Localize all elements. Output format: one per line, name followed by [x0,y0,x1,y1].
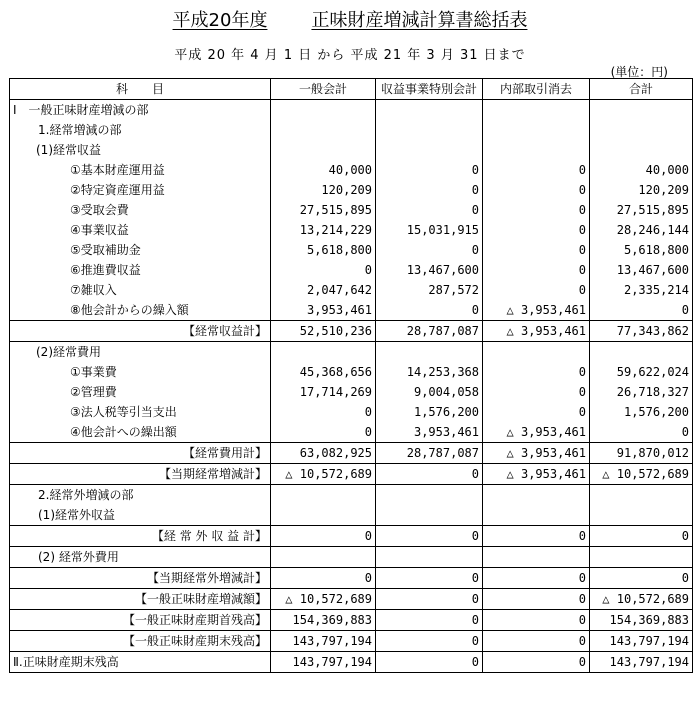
amount-cell [590,547,693,568]
amount-cell: 0 [483,568,590,589]
amount-cell: 0 [271,260,376,280]
amount-cell: 28,246,144 [590,220,693,240]
amount-cell: 13,214,229 [271,220,376,240]
table-row [10,140,693,160]
amount-cell: 13,467,600 [376,260,483,280]
amount-cell: 40,000 [271,160,376,180]
amount-cell [271,140,376,160]
amount-cell: 3,953,461 [271,300,376,321]
amount-cell: 0 [376,200,483,220]
amount-cell: 17,714,269 [271,382,376,402]
amount-cell [590,100,693,121]
amount-cell: △ 3,953,461 [483,300,590,321]
amount-cell [483,547,590,568]
amount-cell [483,140,590,160]
amount-cell [271,547,376,568]
account-label: Ⅰ 一般正味財産増減の部 [10,100,271,121]
table-row [10,160,693,180]
statement-body [10,100,693,673]
amount-cell: 5,618,800 [590,240,693,260]
account-label: 【経常収益計】 [10,321,271,342]
amount-cell: 0 [483,180,590,200]
amount-cell: 52,510,236 [271,321,376,342]
table-row [10,505,693,526]
amount-cell: 1,576,200 [590,402,693,422]
amount-cell: 0 [376,568,483,589]
amount-cell [271,120,376,140]
amount-cell [590,342,693,363]
account-label: (1)経常外収益 [10,505,271,526]
account-label: 【一般正味財産期末残高】 [10,631,271,652]
unit-label: (単位：円) [610,65,668,79]
column-header-total: 合計 [590,79,693,100]
amount-cell: 0 [483,402,590,422]
account-label: 【経 常 外 収 益 計】 [10,526,271,547]
period-text: 平成 20 年 4 月 1 日 から 平成 21 年 3 月 31 日まで [174,48,526,63]
amount-cell [483,485,590,506]
amount-cell: 40,000 [590,160,693,180]
table-row [10,610,693,631]
amount-cell [376,140,483,160]
amount-cell: 3,953,461 [376,422,483,443]
amount-cell: 0 [483,280,590,300]
table-row [10,464,693,485]
amount-cell: 0 [590,300,693,321]
account-label: ②管理費 [10,382,271,402]
account-label: ⑧他会計からの繰入額 [10,300,271,321]
amount-cell: △ 10,572,689 [271,464,376,485]
account-label: 1.経常増減の部 [10,120,271,140]
amount-cell: 59,622,024 [590,362,693,382]
amount-cell [271,485,376,506]
amount-cell: 143,797,194 [271,631,376,652]
account-label: ⑥推進費収益 [10,260,271,280]
amount-cell: 0 [376,652,483,673]
amount-cell: 143,797,194 [590,631,693,652]
amount-cell: 28,787,087 [376,443,483,464]
amount-cell: 0 [376,610,483,631]
column-header-internal-elimination: 内部取引消去 [483,79,590,100]
amount-cell: 0 [483,220,590,240]
amount-cell: 0 [483,240,590,260]
table-row [10,631,693,652]
table-row [10,321,693,342]
account-label: (1)経常収益 [10,140,271,160]
table-row [10,300,693,321]
account-label: 2.経常外増減の部 [10,485,271,506]
amount-cell: 0 [376,300,483,321]
amount-cell [483,505,590,526]
account-label: 【一般正味財産増減額】 [10,589,271,610]
amount-cell: 0 [483,160,590,180]
amount-cell: 0 [376,160,483,180]
table-row [10,589,693,610]
amount-cell: 0 [271,526,376,547]
amount-cell: 0 [483,631,590,652]
amount-cell: 15,031,915 [376,220,483,240]
amount-cell: 0 [483,610,590,631]
table-row [10,100,693,121]
amount-cell [483,100,590,121]
account-label: ③法人税等引当支出 [10,402,271,422]
amount-cell [376,547,483,568]
amount-cell [271,100,376,121]
table-row [10,200,693,220]
column-header-account: 科 目 [10,79,271,100]
amount-cell: 28,787,087 [376,321,483,342]
account-label: Ⅱ.正味財産期末残高 [10,652,271,673]
account-label: (2) 経常外費用 [10,547,271,568]
amount-cell: 0 [483,526,590,547]
amount-cell: △ 10,572,689 [271,589,376,610]
account-label: ⑤受取補助金 [10,240,271,260]
account-label: ⑦雑収入 [10,280,271,300]
amount-cell: △ 10,572,689 [590,464,693,485]
amount-cell: △ 3,953,461 [483,321,590,342]
account-label: ④他会計への繰出額 [10,422,271,443]
amount-cell: 13,467,600 [590,260,693,280]
amount-cell: 0 [376,589,483,610]
amount-cell [590,505,693,526]
table-row [10,240,693,260]
amount-cell: 0 [376,526,483,547]
table-row [10,652,693,673]
amount-cell: 154,369,883 [590,610,693,631]
document-title [0,6,700,32]
amount-cell: 0 [590,422,693,443]
amount-cell: 0 [590,526,693,547]
table-row [10,422,693,443]
account-label: 【経常費用計】 [10,443,271,464]
table-row [10,180,693,200]
amount-cell [590,140,693,160]
amount-cell: 120,209 [271,180,376,200]
amount-cell: 0 [376,631,483,652]
amount-cell: 14,253,368 [376,362,483,382]
amount-cell [271,505,376,526]
amount-cell [590,120,693,140]
amount-cell [376,505,483,526]
amount-cell: 45,368,656 [271,362,376,382]
amount-cell: △ 10,572,689 [590,589,693,610]
amount-cell: 9,004,058 [376,382,483,402]
table-row [10,382,693,402]
amount-cell: 154,369,883 [271,610,376,631]
amount-cell: 2,047,642 [271,280,376,300]
amount-cell: △ 3,953,461 [483,443,590,464]
amount-cell: 0 [483,589,590,610]
amount-cell [271,342,376,363]
table-row [10,526,693,547]
table-row [10,362,693,382]
amount-cell: 0 [483,382,590,402]
account-label: 【当期経常外増減計】 [10,568,271,589]
amount-cell: 63,082,925 [271,443,376,464]
amount-cell: 0 [590,568,693,589]
amount-cell: 27,515,895 [271,200,376,220]
amount-cell: 0 [271,402,376,422]
amount-cell [376,100,483,121]
statement-table [9,78,693,673]
table-row [10,402,693,422]
amount-cell: △ 3,953,461 [483,422,590,443]
account-label: (2)経常費用 [10,342,271,363]
amount-cell: 0 [483,362,590,382]
account-label: 【当期経常増減計】 [10,464,271,485]
header-row [10,79,693,100]
amount-cell: 0 [376,180,483,200]
amount-cell: 5,618,800 [271,240,376,260]
table-row [10,120,693,140]
account-label: 【一般正味財産期首残高】 [10,610,271,631]
amount-cell: 120,209 [590,180,693,200]
account-label: ①事業費 [10,362,271,382]
amount-cell [590,485,693,506]
amount-cell: 287,572 [376,280,483,300]
amount-cell: 143,797,194 [271,652,376,673]
account-label: ③受取会費 [10,200,271,220]
amount-cell: 0 [483,200,590,220]
amount-cell [376,120,483,140]
amount-cell: 0 [271,568,376,589]
amount-cell: 0 [271,422,376,443]
table-row [10,342,693,363]
statement-title: 正味財産増減計算書総括表 [311,10,528,31]
amount-cell: 26,718,327 [590,382,693,402]
account-label: ①基本財産運用益 [10,160,271,180]
amount-cell: 0 [483,260,590,280]
amount-cell: 2,335,214 [590,280,693,300]
amount-cell [483,120,590,140]
amount-cell [483,342,590,363]
amount-cell [376,342,483,363]
amount-cell: 0 [376,464,483,485]
account-label: ④事業収益 [10,220,271,240]
account-label: ②特定資産運用益 [10,180,271,200]
column-header-profit-business: 収益事業特別会計 [376,79,483,100]
table-row [10,568,693,589]
amount-cell: 0 [376,240,483,260]
amount-cell: 143,797,194 [590,652,693,673]
amount-cell: 0 [483,652,590,673]
table-row [10,485,693,506]
fiscal-year-title: 平成20年度 [172,10,268,31]
amount-cell: 77,343,862 [590,321,693,342]
table-row [10,443,693,464]
table-row [10,260,693,280]
amount-cell: 91,870,012 [590,443,693,464]
amount-cell: 1,576,200 [376,402,483,422]
table-row [10,547,693,568]
table-row [10,280,693,300]
amount-cell: 27,515,895 [590,200,693,220]
amount-cell [376,485,483,506]
amount-cell: △ 3,953,461 [483,464,590,485]
column-header-general: 一般会計 [271,79,376,100]
table-row [10,220,693,240]
